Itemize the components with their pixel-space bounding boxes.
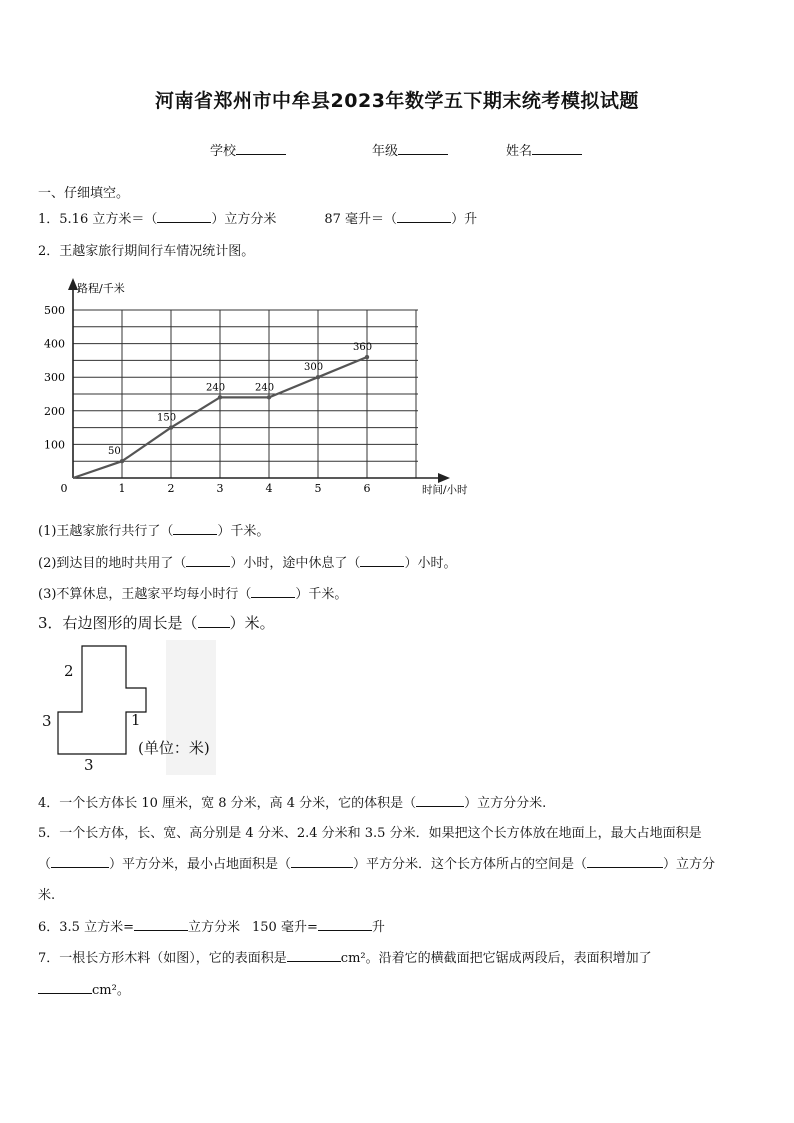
name-field	[506, 140, 582, 159]
fig-label-top: 2	[64, 662, 74, 680]
chart-axes	[68, 278, 450, 483]
x-tick-label: 0	[60, 482, 68, 495]
data-point	[169, 425, 173, 429]
question-5-line1: 5．一个长方体，长、宽、高分别是 4 分米、2.4 分米和 3.5 分米．如果把这个长方体放在地面上，最大占地面积是	[38, 826, 702, 841]
grade-field	[372, 140, 448, 159]
y-tick-label: 500	[44, 304, 65, 317]
fig-unit: (单位：米)	[138, 739, 210, 757]
question-1: 1．5.16 立方米＝（ ）立方分米 87 毫升＝（ ）升	[38, 212, 478, 227]
y-tick-label: 300	[44, 371, 65, 385]
question-7: 7．一根长方形木料（如图），它的表面积是 cm²。沿着它的横截面把它锯成两段后，表面积增加了	[38, 951, 652, 966]
school-field	[210, 140, 286, 159]
grade-label: 年级	[372, 144, 399, 159]
question-7-line2: cm²。	[38, 979, 130, 998]
chart-series	[73, 342, 372, 478]
fig-label-left: 3	[42, 712, 52, 730]
question-3: 3．右边图形的周长是（ ）米。	[38, 614, 275, 632]
x-tick-label: 4	[265, 482, 273, 495]
x-tick-label: 2	[167, 482, 175, 495]
data-point	[120, 459, 124, 463]
data-label: 240	[255, 382, 275, 394]
data-label: 360	[353, 342, 373, 354]
data-label: 150	[157, 412, 177, 424]
question-5-line3: 米.	[38, 888, 56, 903]
question-2: 2．王越家旅行期间行车情况统计图。	[38, 244, 255, 259]
data-point	[267, 395, 271, 399]
fig-label-bottom: 3	[84, 756, 94, 774]
chart-grid	[73, 310, 418, 478]
question-4: 4．一个长方体长 10 厘米，宽 8 分米，高 4 分米，它的体积是（ ）立方分分米.	[38, 796, 547, 811]
fig-label-right: 1	[131, 711, 141, 729]
question-5-line2: （ ）平方分米，最小占地面积是（ ）平方分米．这个长方体所占的空间是（ ）立方分	[38, 857, 716, 872]
x-axis-label: 时间/小时	[422, 484, 468, 496]
y-tick-label: 400	[44, 337, 65, 351]
data-label: 240	[206, 382, 226, 394]
y-axis-label: 路程/千米	[77, 282, 125, 295]
question-2-3: (3)不算休息，王越家平均每小时行（ ）千米。	[38, 587, 348, 602]
y-tick-label: 100	[44, 438, 65, 452]
perimeter-figure	[38, 640, 228, 780]
data-point	[365, 355, 369, 359]
data-point	[218, 395, 222, 399]
question-2-1: (1)王越家旅行共行了（ ）千米。	[38, 524, 270, 539]
data-label: 50	[108, 446, 121, 458]
data-label: 300	[304, 362, 324, 374]
page-title: 河南省郑州市中牟县2023年数学五下期末统考模拟试题	[155, 90, 639, 112]
travel-line-chart	[35, 278, 475, 503]
question-6: 6．3.5 立方米= 立方分米 150 毫升= 升	[38, 920, 385, 935]
data-point	[316, 375, 320, 379]
name-label: 姓名	[506, 144, 533, 159]
x-tick-label: 5	[314, 482, 322, 495]
question-2-2: (2)到达目的地时共用了（ ）小时，途中休息了（ ）小时。	[38, 556, 457, 571]
x-tick-label: 6	[363, 482, 371, 495]
x-axis-arrow	[438, 473, 450, 483]
x-tick-label: 1	[118, 482, 126, 495]
section-heading: 一、仔细填空。	[38, 186, 130, 201]
school-label: 学校	[210, 144, 237, 159]
x-tick-label: 3	[216, 482, 224, 495]
y-tick-label: 200	[44, 404, 65, 418]
